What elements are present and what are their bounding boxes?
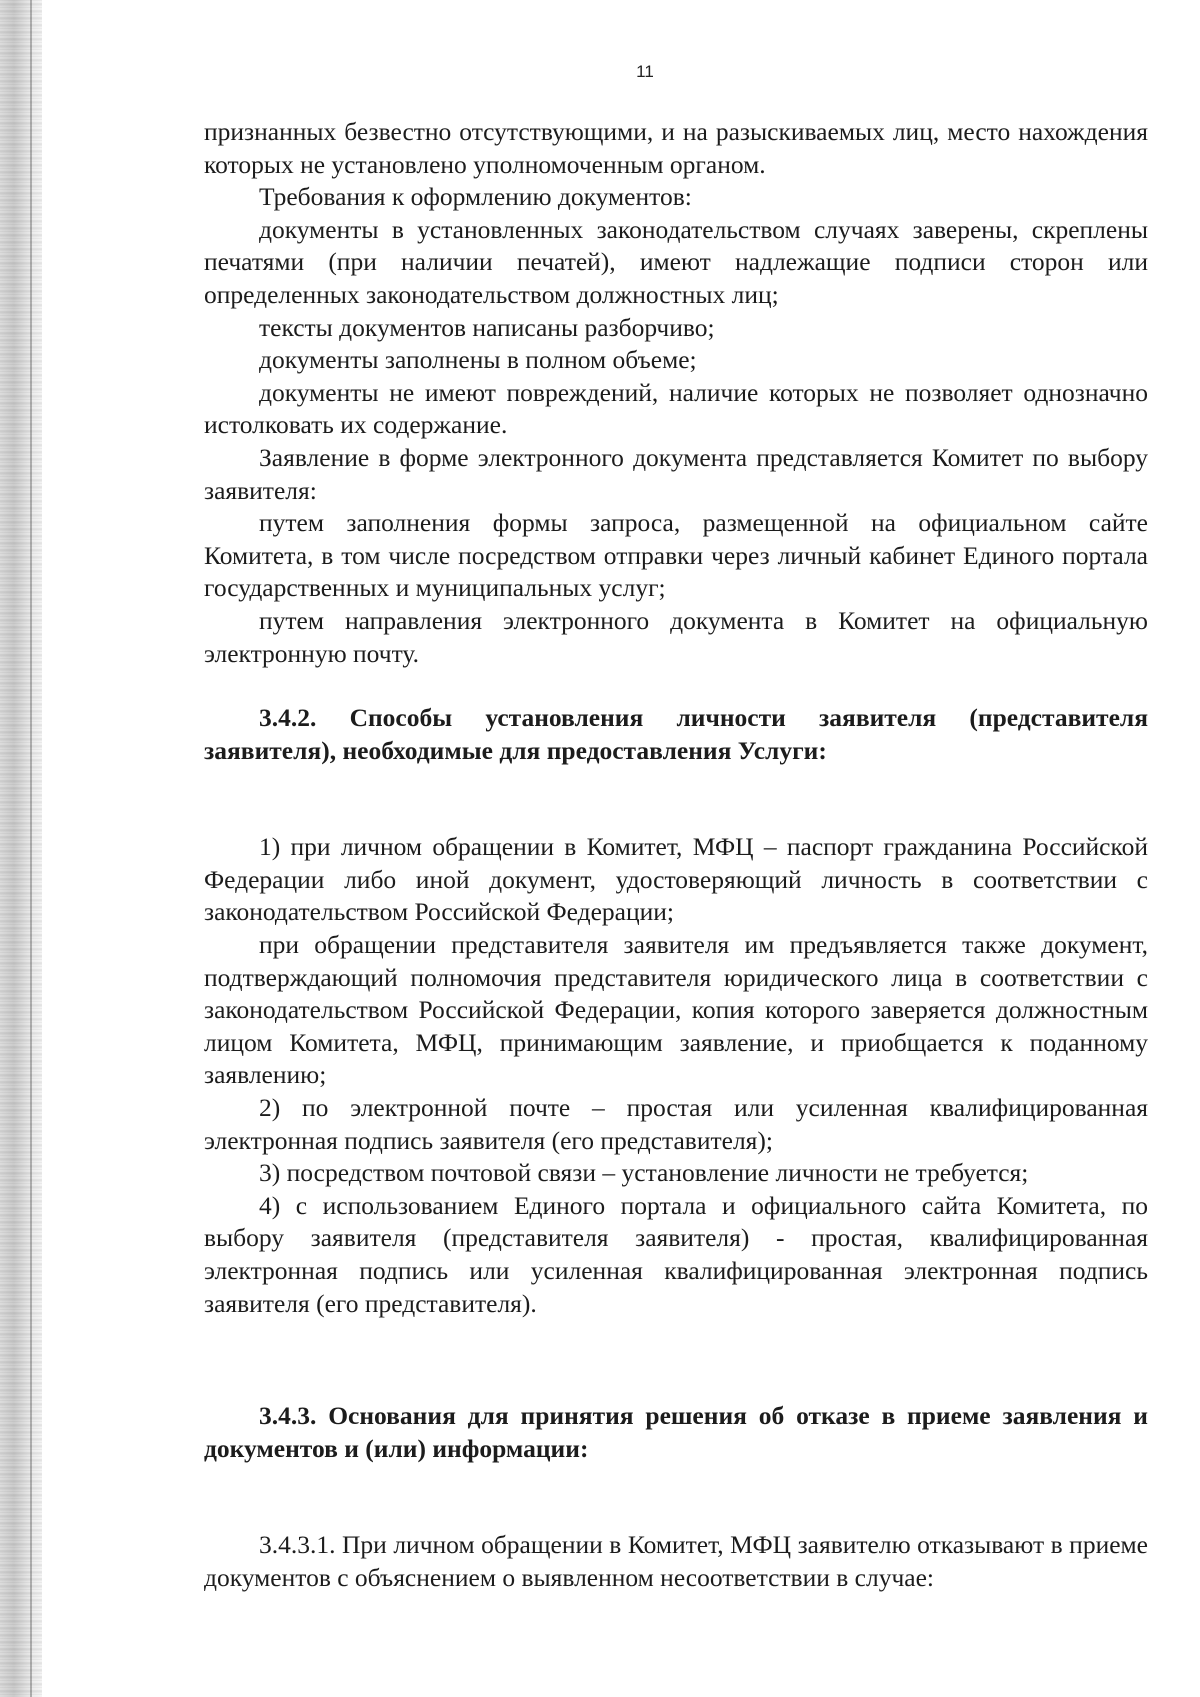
spacer — [204, 1465, 1148, 1529]
section-heading: 3.4.3. Основания для принятия решения об отказе в приеме заявления и документов и (или) информации: — [204, 1401, 1148, 1463]
paragraph: 2) по электронной почте – простая или усиленная квалифицированная электронная подпись заявителя (его представителя); — [204, 1093, 1148, 1155]
paragraph: 1) при личном обращении в Комитет, МФЦ – паспорт гражданина Российской Федерации либо иной документ, удостоверяющий личность в соответствии с законодательством Российской Федерации; — [204, 832, 1148, 927]
spacer — [204, 1320, 1148, 1400]
scan-binding-line — [30, 0, 32, 1697]
paragraph: путем направления электронного документа в Комитет на официальную электронную почту. — [204, 605, 1148, 668]
scan-edge — [0, 0, 42, 1697]
paragraph: 3) посредством почтовой связи – установление личности не требуется; — [259, 1158, 1029, 1188]
paragraph: 4) с использованием Единого портала и официального сайта Комитета, по выбору заявителя (представителя заявителя) - простая, квалифицированная электронная подпись или усиленная квалифицированная электронная подпись заявителя (его представителя). — [204, 1190, 1148, 1318]
paragraph: Требования к оформлению документов: — [259, 182, 692, 212]
paragraph: признанных безвестно отсутствующими, и на разыскиваемых лиц, место нахождения которых не установлено уполномоченным органом. — [204, 117, 1148, 179]
paragraph: Заявление в форме электронного документа представляется Комитет по выбору заявителя: — [204, 442, 1148, 505]
paragraph: путем заполнения формы запроса, размещенной на официальном сайте Комитета, в том числе посредством отправки через личный кабинет Единого портала государственных и муниципальных услуг; — [204, 508, 1148, 603]
document-body — [204, 116, 1148, 1595]
page-number: 11 — [636, 62, 654, 81]
paragraph: документы не имеют повреждений, наличие которых не позволяет однозначно истолковать их содержание. — [204, 377, 1148, 440]
paragraph: при обращении представителя заявителя им предъявляется также документ, подтверждающий полномочия представителя юридического лица в соответствии с законодательством Российской Федерации, копия которого заверяется должностным лицом Комитета, МФЦ, принимающим заявление, и приобщается к поданному заявлению; — [204, 930, 1148, 1090]
spacer — [204, 767, 1148, 831]
paragraph: тексты документов написаны разборчиво; — [259, 312, 715, 342]
paragraph: документы в установленных законодательством случаях заверены, скреплены печатями (при наличии печатей), имеют надлежащие подписи сторон или определенных законодательством должностных лиц; — [204, 214, 1148, 309]
spacer — [204, 670, 1148, 702]
paragraph: 3.4.3.1. При личном обращении в Комитет, МФЦ заявителю отказывают в приеме документов с объяснением о выявленном несоответствии в случае: — [204, 1530, 1148, 1592]
paragraph: документы заполнены в полном объеме; — [259, 345, 697, 375]
section-heading: 3.4.2. Способы установления личности заявителя (представителя заявителя), необходимые для предоставления Услуги: — [204, 703, 1148, 765]
